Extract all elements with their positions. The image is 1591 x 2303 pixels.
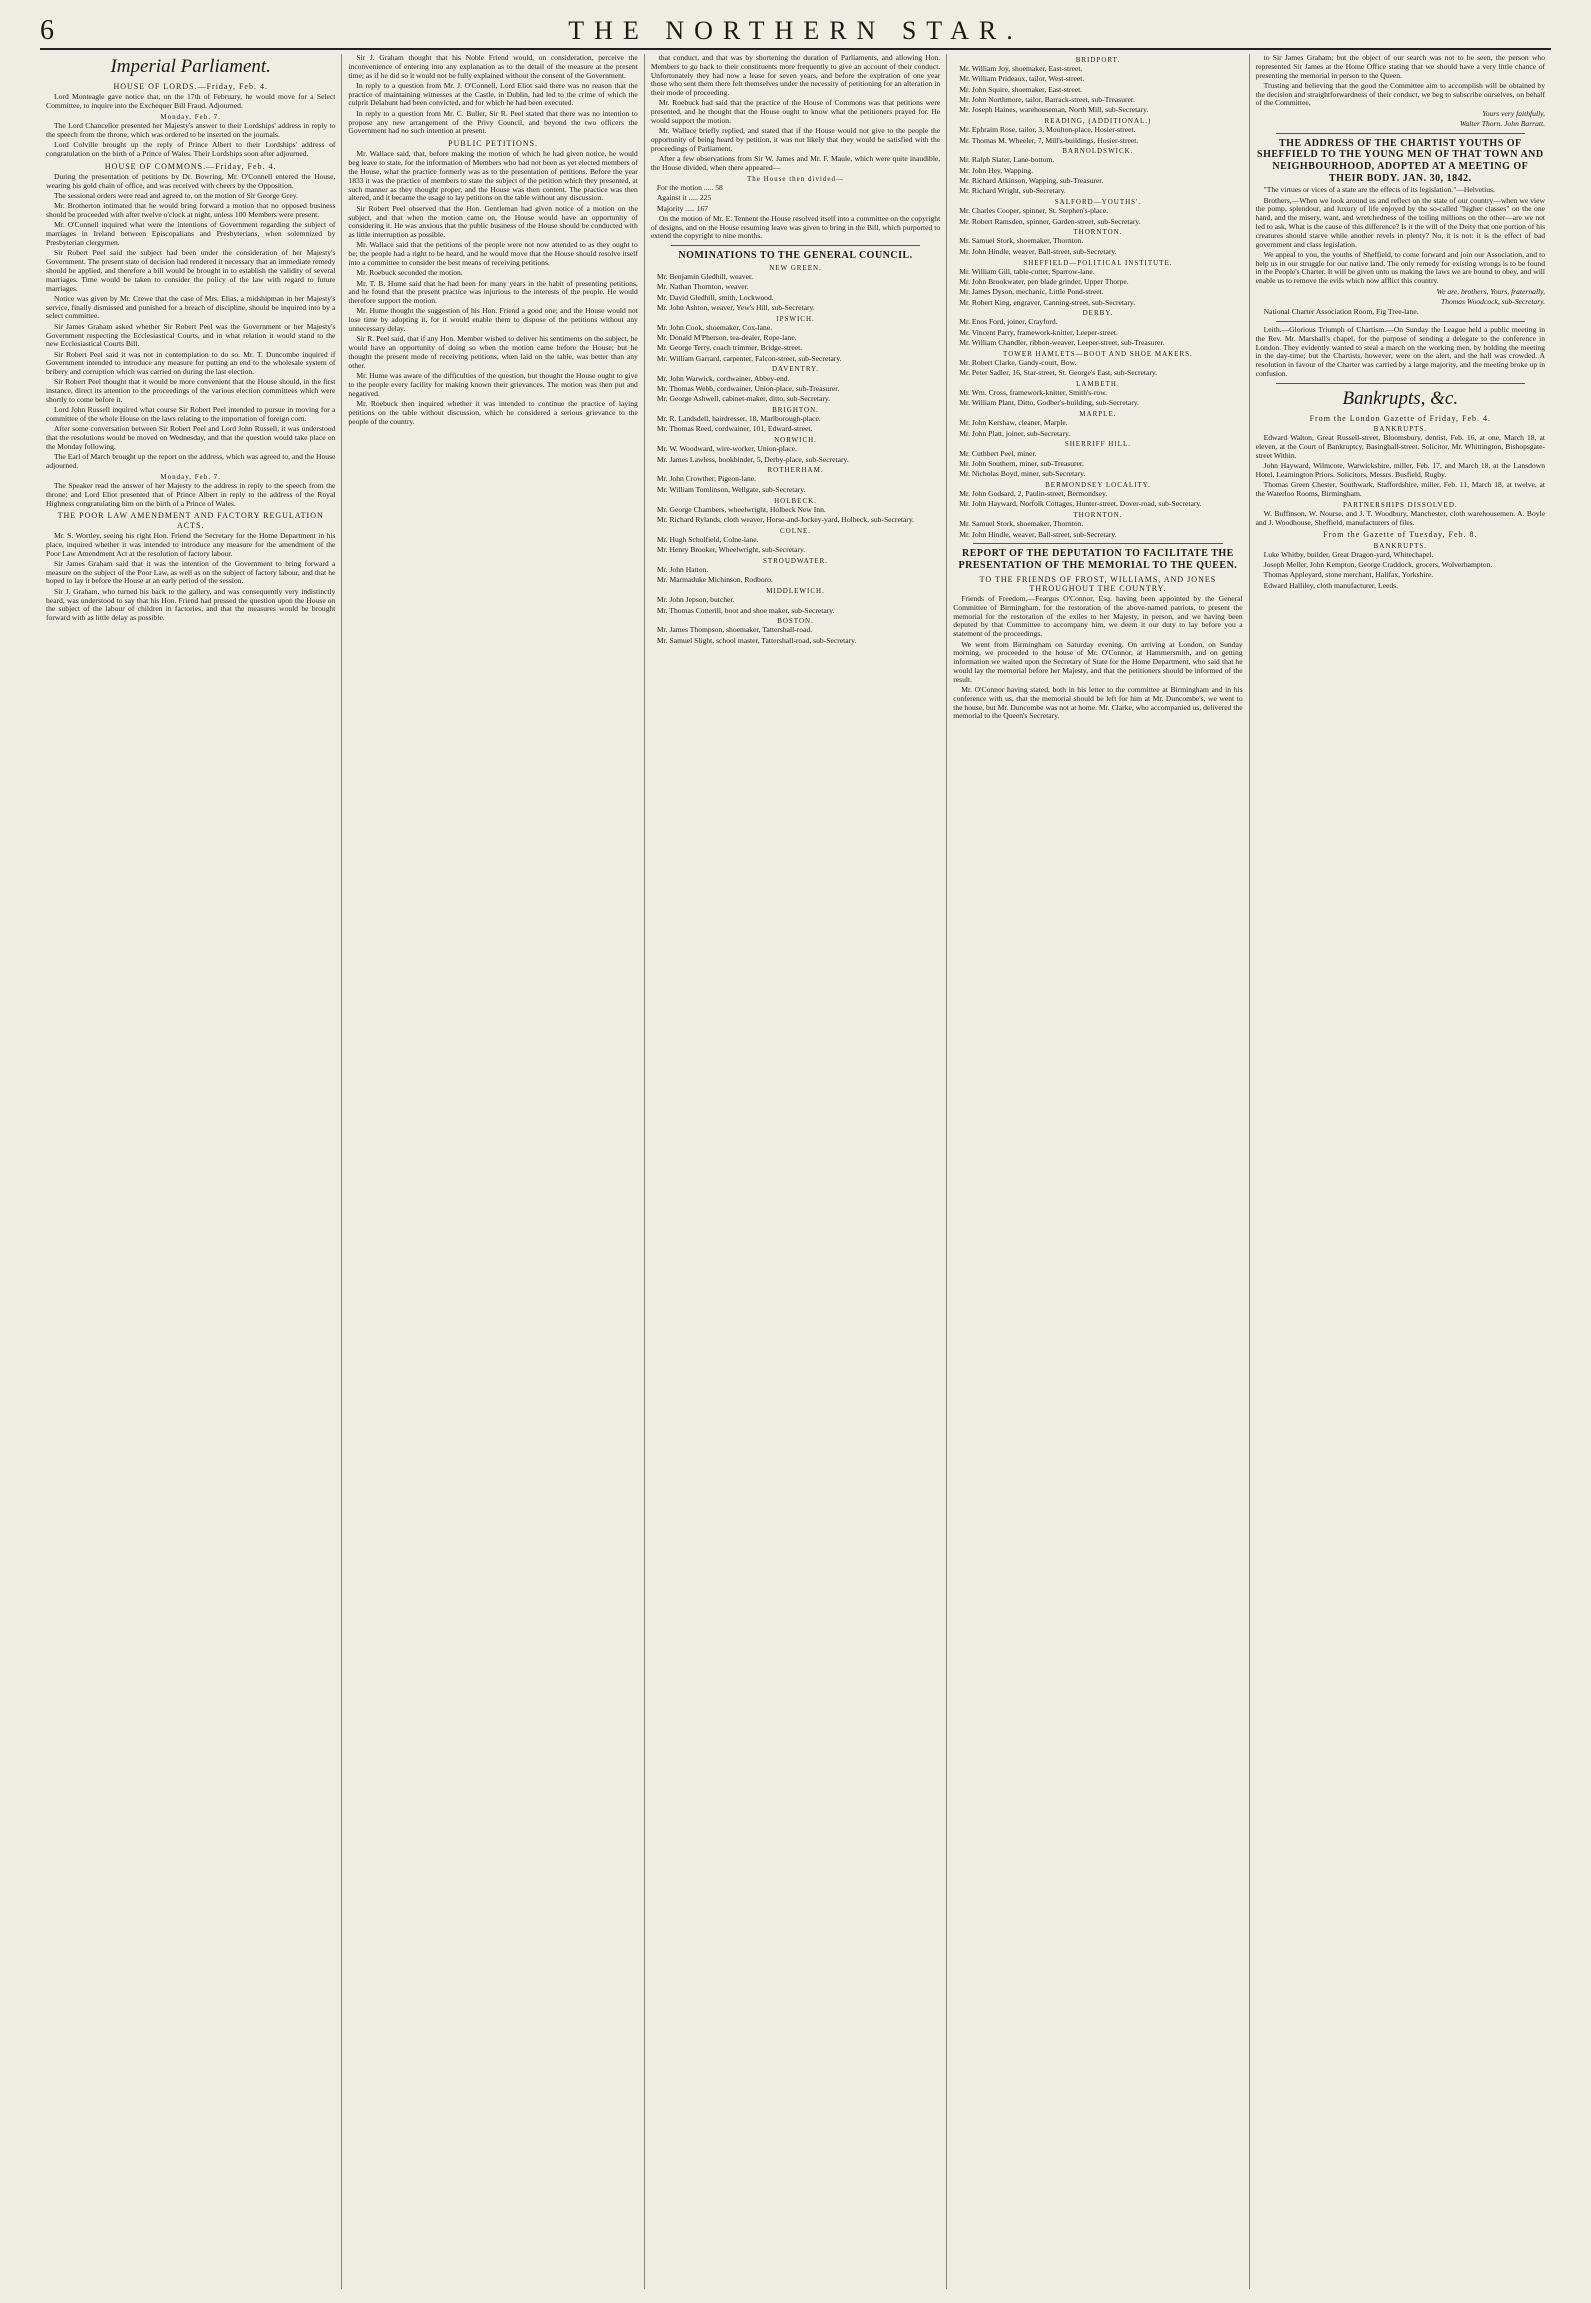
subheading: HOUSE OF LORDS.—Friday, Feb. 4.: [113, 82, 268, 92]
paragraph: The sessional orders were read and agreed to, on the motion of Sir George Grey.: [54, 191, 298, 201]
locality: BARNOLDSWICK.: [1062, 147, 1134, 156]
paragraph: Mr. Hume was aware of the difficulties of the question, but thought the House ought to give to the people every facility for making known their grievances. The motion was then put and negatived.: [348, 371, 638, 398]
column-2: [341, 54, 643, 2289]
nominee: Mr. Benjamin Gledhill, weaver.: [656, 271, 753, 281]
locality: MIDDLEWICH.: [766, 587, 825, 596]
paragraph: Sir J. Graham, who turned his back to the gallery, and was consequently very indistinctly heard, was understood to say that his Hon. Friend had pressed the question upon the House on the subject of the labour of children in factories, and that the measures would be brought forward with as little delay as possible.: [46, 586, 336, 623]
paragraph: Sir Robert Peel thought that it would be more convenient that the House should, in the first instance, direct its attention to the proceedings of the various election committees which were shortly to come before it.: [46, 377, 336, 405]
nominee: Mr. John Hindle, weaver, Ball-street, sub-Secretary.: [959, 529, 1117, 539]
nominee: Mr. Samuel Slight, school master, Tattershall-road, sub-Secretary.: [656, 635, 857, 645]
paragraph: Luke Whitby, builder, Great Dragon-yard, Whitechapel.: [1263, 549, 1434, 559]
nominee: Mr. Donald M'Pherson, tea-dealer, Rope-lane.: [656, 333, 797, 343]
nominee: Mr. Thomas M. Wheeler, 7, Mill's-buildings, Hosier-street.: [959, 135, 1139, 145]
nominee: Mr. John Platt, joiner, sub-Secretary.: [959, 428, 1071, 438]
paragraph: Lord John Russell inquired what course Sir Robert Peel intended to pursue in moving for a committee of the whole House on the laws relating to the importation of foreign corn.: [46, 405, 336, 424]
locality: TOWER HAMLETS—BOOT AND SHOE MAKERS.: [1003, 349, 1193, 358]
paragraph: Sir J. Graham thought that his Noble Friend would, on consideration, perceive the inconvenience of entering into any explanation as to the detail of the measure at the present time; as if he did so it would not be fully explained without the consent of the Government.: [348, 54, 638, 80]
subheading: From the Gazette of Tuesday, Feb. 8.: [1323, 530, 1478, 540]
column-3: [644, 54, 946, 2289]
nominee: Mr. James Thompson, shoemaker, Tattershall-road.: [656, 625, 813, 635]
paragraph: The Speaker read the answer of her Majesty to the address in reply to the speech from the throne; and Lord Eliot presented that of Prince Albert in reply to the address of the Royal Highness congratulating him on the birth of a Prince of Wales.: [46, 481, 336, 508]
nominee: Mr. John Hayward, Norfolk Cottages, Hunter-street, Dover-road, sub-Secretary.: [959, 499, 1202, 509]
nominee: Mr. John Hatton.: [656, 565, 709, 575]
nominee: Mr. Thomas Webb, cordwainer, Union-place, sub-Treasurer.: [656, 383, 840, 393]
paragraph: Mr. Roebuck seconded the motion.: [356, 268, 463, 278]
paragraph: Mr. Roebuck then inquired whether it was intended to continue the practice of laying petitions on the table without discussion, which he considered a serious grievance to the people of the country.: [348, 398, 638, 426]
nominee: Mr. John Godsard, 2, Paulin-street, Bermondsey.: [959, 489, 1108, 499]
section-heading: THE ADDRESS OF THE CHARTIST YOUTHS OF SHEFFIELD TO THE YOUNG MEN OF THAT TOWN AND NEIGHBOURHOOD, ADOPTED AT A MEETING OF THEIR BODY. JAN. 30, 1842.: [1257, 137, 1544, 184]
paragraph: John Hayward, Wilmcote, Warwickshire, miller, Feb. 17, and March 18, at the Lansdown Hotel, Leamington Priors. Solicitors, Messrs. Busfield, Rugby.: [1255, 460, 1546, 479]
locality: DERBY.: [1082, 309, 1114, 318]
locality: NORWICH.: [774, 436, 817, 445]
section-heading: Bankrupts, &c.: [1342, 387, 1459, 409]
nominee: Mr. Samuel Stork, shoemaker, Thornton.: [959, 236, 1084, 246]
nominee: Mr. Ephraim Rose, tailor, 3, Moulton-place, Hosier-street.: [959, 125, 1136, 135]
paragraph: After some conversation between Sir Robert Peel and Lord John Russell, it was understood that the resolutions would be moved on Wednesday, and that the question would take place on the Monday following.: [46, 424, 336, 452]
nominee: Mr. Wm. Cross, framework-knitter, Smith's-row.: [959, 388, 1108, 398]
paragraph: Leith.—Glorious Triumph of Chartism.—On Sunday the League held a public meeting in the Rev. Mr. Marshall's chapel, for the purpose of sending a delegate to the conference in London. They evidently wanted to steal a march on the working men, by holding the meeting in the day-time; but the Chartists, however, were on the alert, and the hall was crowded. A resolution in favour of the Charter was carried by a large majority, and the meeting broke up in confusion.: [1255, 324, 1546, 378]
date-line: Monday, Feb. 7.: [160, 112, 222, 121]
nominee: Mr. James Dyson, mechanic, Little Pond-street.: [959, 287, 1104, 297]
signature: Yours very faithfully,: [1482, 108, 1546, 118]
nominee: Mr. John Hindle, weaver, Ball-street, sub-Secretary.: [959, 246, 1117, 256]
paragraph: Lord Monteagle gave notice that, on the 17th of February, he would move for a Select Committee, to inquire into the Exchequer Bill Fraud. Adjourned.: [46, 92, 336, 111]
nominee: Mr. Ralph Slater, Lane-bottom.: [959, 155, 1055, 165]
subheading: HOUSE OF COMMONS.—Friday, Feb. 4.: [104, 161, 277, 171]
nominee: Mr. W. Woodward, wire-worker, Union-place.: [656, 444, 797, 454]
nominee: Mr. John Warwick, cordwainer, Abbey-end.: [656, 373, 790, 383]
paragraph: Sir Robert Peel said the subject had been under the consideration of her Majesty's Government. The present state of decision had rendered it necessary that an immediate remedy should be applied, and therefore a bill would be brought in to establish the validity of several marriages. Time would be taken to consider the policy of the law with regard to future marriages.: [46, 248, 336, 293]
paragraph: In reply to a question from Mr. C. Buller, Sir R. Peel stated that there was no intention to propose any new arrangement of the Privy Council, and beyond the two officers the Government had no such intention at present.: [348, 108, 638, 136]
division-against: Against it ..... 225: [656, 193, 712, 203]
section-heading: Imperial Parliament.: [110, 56, 271, 77]
nominee: Mr. James Lawless, bookbinder, 5, Derby-place, sub-Secretary.: [656, 454, 849, 464]
nominee: Mr. Richard Rylands, cloth weaver, Horse-and-Jockey-yard, Holbeck, sub-Secretary.: [656, 514, 915, 524]
columns: [40, 54, 1551, 2289]
nominee: Mr. R. Landsdell, hairdresser, 18, Marlborough-place.: [656, 414, 821, 424]
paragraph: Brothers,—When we look around us and reflect on the state of our country—when we view the pomp, splendour, and luxury of life enjoyed by the so-called "higher classes" on the one hand, and the misery, want, and wretchedness of the toiling millions on the other—are we not led to ask, What is the cause of this difference? Is it the will of the Deity that one portion of his creatures should starve while another revels in plenty? No, it is not: it is the effect of bad government and class legislation.: [1255, 195, 1546, 249]
nominee: Mr. George Chambers, wheelwright, Holbeck New Inn.: [656, 504, 826, 514]
nominee: Mr. Robert King, engraver, Canning-street, sub-Secretary.: [959, 297, 1136, 307]
paragraph: The Earl of March brought up the report on the address, which was agreed to, and the House adjourned.: [46, 452, 336, 471]
nominee: Mr. John Crowther, Pigeon-lane.: [656, 474, 757, 484]
locality: MARPLE.: [1079, 410, 1117, 419]
nominee: Mr. John Northmore, tailor, Barrack-street, sub-Treasurer.: [959, 95, 1135, 104]
nominee: Mr. David Gledhill, smith, Lockwood.: [656, 292, 774, 302]
nominee: Mr. Thomas Cotterill, boot and shoe maker, sub-Secretary.: [656, 605, 835, 615]
locality: SHEFFIELD—POLITICAL INSTITUTE.: [1023, 258, 1173, 267]
paragraph: Mr. Wallace briefly replied, and stated that if the House would not give to the people the opportunity of being heard by petition, it was not likely that they would be satisfied with the proceedings of Parliament.: [650, 126, 941, 153]
paragraph: Mr. S. Wortley, seeing his right Hon. Friend the Secretary for the Home Department in his place, inquired whether it was intended to introduce any measure for the amendment of the Poor Law Amendment Act at the resolution of factory labour.: [46, 530, 336, 558]
nominee: Mr. Charles Cooper, spinner, St. Stephen's-place.: [959, 206, 1109, 216]
paragraph: Thomas Appleyard, stone merchant, Halifax, Yorkshire.: [1263, 570, 1434, 580]
newspaper-title: THE NORTHERN STAR.: [568, 16, 1023, 45]
division-for: For the motion ..... 58: [656, 182, 723, 192]
paragraph: On the motion of Mr. E. Tennent the House resolved itself into a committee on the copyright of designs, and on the House resuming leave was given to bring in the Bill, which purported to extend the copyright to nine months.: [650, 213, 941, 241]
subheading: THE POOR LAW AMENDMENT AND FACTORY REGULATION ACTS.: [57, 511, 324, 530]
nominee: Mr. William Prideaux, tailor, West-street.: [959, 74, 1085, 84]
nominee: Mr. Robert Clarke, Gandy-court, Bow.: [959, 357, 1077, 367]
paragraph: We went from Birmingham on Saturday evening. On arriving at London, on Sunday morning, we proceeded to the house of Mr. O'Connor, at Hammersmith, and on getting information we waited upon the Secretary of State for the Home Department, who said that he would lay the memorial before her Majesty, and that the petitioners should be informed of the result.: [953, 639, 1243, 684]
paragraph: Mr. Brotherton intimated that he would bring forward a motion that no opposed business should be proceeded with after twelve o'clock at night, unless 100 Members were present.: [46, 201, 336, 220]
locality: READING, (ADDITIONAL.): [1044, 117, 1152, 126]
section-heading: NOMINATIONS TO THE GENERAL COUNCIL.: [678, 250, 913, 262]
locality: BOSTON.: [777, 617, 814, 626]
subheading: PUBLIC PETITIONS.: [448, 139, 539, 149]
nominee: Mr. Henry Brooker, Wheelwright, sub-Secretary.: [656, 545, 806, 555]
nominee: Mr. John Hey, Wapping.: [959, 165, 1034, 175]
signature: Walter Thorn. John Barratt.: [1459, 119, 1546, 129]
nominee: Mr. Richard Wright, sub-Secretary.: [959, 186, 1066, 196]
locality: SHERRIFF HILL.: [1064, 440, 1131, 449]
subheading: TO THE FRIENDS OF FROST, WILLIAMS, AND JONES THROUGHOUT THE COUNTRY.: [979, 574, 1217, 593]
epigraph: "The virtues or vices of a state are the effects of its legislation."—Helvetius.: [1263, 185, 1495, 195]
paragraph: After a few observations from Sir W. James and Mr. F. Maule, which were quite inaudible, the House divided, when there appeared—: [650, 154, 941, 173]
divider: [1276, 383, 1525, 384]
paragraph: Mr. Roebuck had said that the practice of the House of Commons was that petitions were presented, and he thought that the House ought to know what the petitioners prayed for. He would support the motion.: [650, 98, 941, 126]
nominee: Mr. Nathan Thornton, weaver.: [656, 282, 749, 292]
nominee: Mr. Joseph Haines, warehouseman, North Mill, sub-Secretary.: [959, 105, 1149, 115]
nominee: Mr. John Southern, miner, sub-Treasurer.: [959, 458, 1084, 468]
locality: BRIGHTON.: [772, 405, 819, 414]
signature: Thomas Woodcock, sub-Secretary.: [1440, 296, 1546, 306]
nominee: Mr. John Cook, shoemaker, Cox-lane.: [656, 322, 773, 332]
paragraph: Mr. Wallace said, that, before making the motion of which he had given notice, he would beg leave to state, for the information of Members who had not been as yet elected members of the House, what the practice formerly was as to the presentation of petitions. Before the year 1833 it was the practice of members to state the subject of the petition which they presented, at such manner as they thought proper, and the House was then content. The practice was then altered, and it became the usage to lay petitions on the table without any discussion.: [348, 149, 638, 203]
paragraph: W. Buffinson, W. Nourse, and J. T. Woodbury, Manchester, cloth warehousemen. A. Boyle and J. Woodhouse, Sheffield, manufacturers of files.: [1255, 508, 1546, 527]
nominee: Mr. Hugh Scholfield, Colne-lane.: [656, 534, 759, 544]
locality: IPSWICH.: [776, 314, 815, 323]
paragraph: Sir James Graham asked whether Sir Robert Peel was the Government or her Majesty's Government respecting the Ecclesiastical Courts, and in what relation it would stand to the new Ecclesiastical Courts Bill.: [46, 321, 336, 349]
nominee: Mr. William Tomlinson, Wellgate, sub-Secretary.: [656, 484, 806, 494]
nominee: Mr. John Brookwater, pen blade grinder, Upper Thorpe.: [959, 276, 1129, 286]
nominee: Mr. John Kershaw, cleaner, Marple.: [959, 418, 1068, 428]
paragraph: During the presentation of petitions by Dr. Bowring, Mr. O'Connell entered the House, wearing his gold chain of office, and was received with cheers by the Opposition.: [46, 171, 336, 190]
nominee: Mr. William Chandler, ribbon-weaver, Leeper-street, sub-Treasurer.: [959, 338, 1165, 347]
column-4: [946, 54, 1248, 2289]
nominee: Mr. Robert Ramsden, spinner, Garden-street, sub-Secretary.: [959, 216, 1141, 226]
division-label: The House then divided—: [746, 174, 845, 183]
nominee: Mr. Vincent Parry, framework-knitter, Leeper-street.: [959, 327, 1118, 337]
paragraph: Mr. Wallace said that the petitions of the people were not now attended to as they ought to be; the people had a right to be heard, and he would move that the House should resolve itself into a committee to consider the best means of receiving petitions.: [348, 240, 638, 267]
paragraph: Sir Robert Peel said it was not in contemplation to do so. Mr. T. Duncombe inquired if Government intended to introduce any measure for putting an end to the wholesale system of bribery and corruption which was carried on during the last election.: [46, 349, 336, 377]
locality: STROUDWATER.: [762, 556, 829, 565]
locality: THORNTON.: [1073, 511, 1123, 520]
nominee: Mr. William Gill, table-cutter, Sparrow-lane.: [959, 266, 1095, 276]
paragraph: Joseph Meller, John Kempton, George Craddock, grocers, Wolverhampton.: [1263, 560, 1493, 570]
locality: NEW GREEN.: [769, 263, 822, 272]
subheading: BANKRUPTS.: [1373, 541, 1428, 550]
paragraph: that conduct, and that was by shortening the duration of Parliaments, and allowing Hon. Members to go back to their constituents more frequently to give an account of their conduct. Unfortunately they had now a lease for seven years, and before the expiration of one year those who sent them there felt themselves under the necessity of petitioning for an alteration in their mode of proceeding.: [650, 54, 941, 98]
paragraph: Mr. O'Connell inquired what were the intentions of Government regarding the subject of marriages in Ireland between Episcopalians and Presbyterians, when solemnized by Presbyterian clergymen.: [46, 220, 336, 248]
paragraph: Trusting and believing that the good the Committee aim to accomplish will be obtained by the decision and straightforwardness of their conduct, we beg to subscribe ourselves, on behalf of the Committee,: [1255, 80, 1546, 108]
nominee: Mr. William Plant, Ditto, Godber's-building, sub-Secretary.: [959, 398, 1139, 408]
nominee: Mr. William Garrard, carpenter, Falcon-street, sub-Secretary.: [656, 353, 842, 363]
nominee: Mr. John Squire, shoemaker, East-street.: [959, 84, 1083, 94]
paragraph: Sir Robert Peel observed that the Hon. Gentleman had given notice of a motion on the subject, and that when the motion came on, the House would have an opportunity of considering it. He was anxious that the public business of the House should be conducted with as little interruption as possible.: [348, 203, 638, 240]
divider: [671, 245, 920, 246]
paragraph: Edward Halliley, cloth manufacturer, Leeds.: [1263, 580, 1398, 590]
divider: [1276, 133, 1525, 134]
divider: [973, 543, 1222, 544]
column-5: [1249, 54, 1551, 2289]
signature: We are, brothers, Yours, fraternally,: [1436, 286, 1546, 296]
nominee: Mr. George Ashwell, cabinet-maker, ditto, sub-Secretary.: [656, 394, 831, 404]
paragraph: Mr. Hume thought the suggestion of his Hon. Friend a good one; and the House would not lose time by adopting it, for it would enable them to dispose of the petitions without any unnecessary delay.: [348, 306, 638, 334]
nominee: Mr. Peter Sadler, 16, Star-street, St. George's East, sub-Secretary.: [959, 368, 1158, 378]
paragraph: to Sir James Graham; but the object of our search was not to be seen, the person who represented Sir James at the Home Office stating that we should have a very little chance of presenting the memorial in person to the Queen.: [1255, 54, 1546, 80]
nominee: Mr. George Terry, coach trimmer, Bridge-street.: [656, 343, 803, 353]
paragraph: Mr. T. B. Hume said that he had been for many years in the habit of presenting petitions, and he found that the present practice was injurious to the interests of the people. He would therefore support the motion.: [348, 278, 638, 306]
page-number: 6: [40, 15, 56, 46]
paragraph: Friends of Freedom,—Feargus O'Connor, Esq. having been appointed by the General Committee of Birmingham, for the restoration of the above-named patriots, to present the memorial for the restoration of the exiles to her Majesty, in person, and we having been deputed by that Committee to accompany him, we deem it our duty to lay before you a statement of the proceedings.: [953, 594, 1243, 639]
nominee: Mr. William Joy, shoemaker, East-street.: [959, 64, 1083, 74]
nominee: Mr. Enos Ford, joiner, Crayford.: [959, 317, 1058, 327]
column-1: [40, 54, 341, 2289]
paragraph: Lord Colville brought up the reply of Prince Albert to their Lordships' address of congratulation on the birth of a Prince of Wales. Their Lordships soon after adjourned.: [46, 140, 336, 158]
paragraph: National Charter Association Room, Fig Tree-lane.: [1263, 307, 1419, 317]
paragraph: Notice was given by Mr. Crewe that the case of Mrs. Elias, a midshipman in her Majesty's service, finally dismissed and punished for a breach of discipline, should be inquired into by a select committee.: [46, 293, 336, 321]
subheading: BANKRUPTS.: [1373, 424, 1428, 433]
paragraph: Sir R. Peel said, that if any Hon. Member wished to deliver his sentiments on the subject, he would have an opportunity of doing so when the motion came before the House; but he thought the present mode of receiving petitions, when laid on the table, was better than any other.: [348, 334, 638, 370]
locality: DAVENTRY.: [771, 365, 820, 374]
subheading: PARTNERSHIPS DISSOLVED.: [1343, 500, 1458, 509]
paragraph: We appeal to you, the youths of Sheffield, to come forward and join our Association, and to help us in our struggle for our native land. The only remedy for existing wrongs is to be found in the People's Charter. It will be given unto us making the laws we are bound to obey, and will enable us to remove the evils which now afflict this country.: [1255, 249, 1546, 286]
nominee: Mr. Cuthbert Peel, miner.: [959, 448, 1037, 458]
divider: [1276, 321, 1525, 322]
paragraph: Sir James Graham said that it was the intention of the Government to bring forward a measure on the subject of the Poor Law, as well as on the subject of factory labour, and that he hoped to lay it before the House at an early period of the session.: [46, 558, 336, 586]
nominee: Mr. Richard Atkinson, Wapping, sub-Treasurer.: [959, 176, 1104, 185]
paragraph: Thomas Green Chester, Southwark, Staffordshire, miller, Feb. 11, March 18, at twelve, at the Waterloo Rooms, Birmingham.: [1255, 480, 1546, 498]
subheading: From the London Gazette of Friday, Feb. 4.: [1309, 413, 1492, 423]
paragraph: The Lord Chancellor presented her Majesty's answer to their Lordships' address in reply to the speech from the throne, which was ordered to be inserted on the journals.: [46, 121, 336, 139]
nominee: Mr. John Jepson, butcher.: [656, 595, 735, 605]
nominee: Mr. Marmaduke Michinson, Rodboro.: [656, 575, 773, 585]
nominee: Mr. John Ashton, weaver, Yew's Hill, sub-Secretary.: [656, 302, 815, 312]
paragraph: In reply to a question from Mr. J. O'Connell, Lord Eliot said there was no reason that the practice of maintaining witnesses at the Castle, in Dublin, had led to the crime of which the culprit Delahunt had been convicted, and for which he had been executed.: [348, 80, 638, 108]
locality: COLNE.: [779, 526, 812, 535]
nominee: Mr. Thomas Reed, cordwainer, 101, Edward-street.: [656, 424, 813, 434]
section-heading: REPORT OF THE DEPUTATION TO FACILITATE THE PRESENTATION OF THE MEMORIAL TO THE QUEEN.: [958, 548, 1238, 571]
paragraph: Mr. O'Connor having stated, both in his letter to the committee at Birmingham and in his conference with us, that the memorial should be left for him at Mr. Duncombe's, we went to the house, but Mr. Duncombe was not at home. Mr. Clarke, who accompanied us, delivered the memorial to the Queen's Secretary.: [953, 685, 1243, 721]
nominee: Mr. Nicholas Boyd, miner, sub-Secretary.: [959, 469, 1086, 479]
locality: LAMBETH.: [1076, 380, 1120, 388]
locality: ROTHERHAM.: [767, 466, 824, 475]
division-majority: Majority ..... 167: [656, 203, 709, 213]
nominee: Mr. Samuel Stork, shoemaker, Thornton.: [959, 519, 1084, 529]
locality: BRIDPORT.: [1075, 56, 1121, 64]
paragraph: Edward Walton, Great Russell-street, Bloomsbury, dentist, Feb. 16, at one, March 18, at eleven, at the Court of Bankruptcy, Basinghall-street. Solicitor, Mr. Whittington, Bishopsgate-street Within.: [1255, 433, 1546, 460]
locality: THORNTON.: [1073, 228, 1123, 237]
locality: HOLBECK.: [774, 496, 817, 505]
masthead: [40, 14, 1551, 50]
locality: BERMONDSEY LOCALITY.: [1045, 480, 1151, 489]
locality: SALFORD—YOUTHS'.: [1054, 198, 1142, 207]
date-line: Monday, Feb. 7.: [160, 472, 222, 481]
